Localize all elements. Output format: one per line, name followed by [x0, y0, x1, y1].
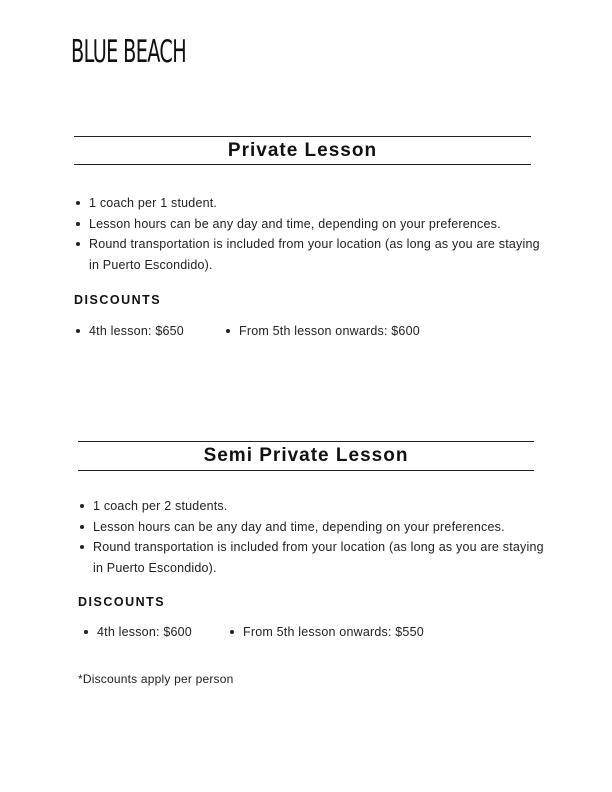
discounts-heading: DISCOUNTS	[78, 595, 166, 609]
footnote: *Discounts apply per person	[78, 672, 234, 686]
lesson-details-list	[78, 496, 548, 578]
section-title-bar	[74, 136, 531, 165]
private-lesson-section	[74, 136, 540, 341]
discounts-list	[74, 321, 531, 341]
discount-item: From 5th lesson onwards: $600	[224, 321, 420, 341]
discount-item: 4th lesson: $600	[82, 622, 192, 642]
list-item: Lesson hours can be any day and time, depending on your preferences.	[74, 214, 544, 235]
discount-item: 4th lesson: $650	[74, 321, 184, 341]
list-item: Round transportation is included from your location (as long as you are staying in Puerto Escondido).	[74, 234, 544, 275]
lesson-details-list	[74, 193, 544, 275]
brand-logo: BLUE BEACH	[71, 34, 187, 70]
list-item: 1 coach per 2 students.	[78, 496, 548, 517]
section-title: Private Lesson	[227, 139, 378, 161]
discounts-list	[78, 622, 534, 642]
list-item: Round transportation is included from your location (as long as you are staying in Puerto Escondido).	[78, 537, 548, 578]
section-title-bar	[78, 441, 534, 471]
list-item: Lesson hours can be any day and time, depending on your preferences.	[78, 517, 548, 538]
list-item: 1 coach per 1 student.	[74, 193, 544, 214]
semi-private-lesson-section	[78, 441, 544, 642]
section-title: Semi Private Lesson	[203, 445, 409, 466]
discounts-heading: DISCOUNTS	[74, 293, 162, 307]
discount-item: From 5th lesson onwards: $550	[228, 622, 424, 642]
